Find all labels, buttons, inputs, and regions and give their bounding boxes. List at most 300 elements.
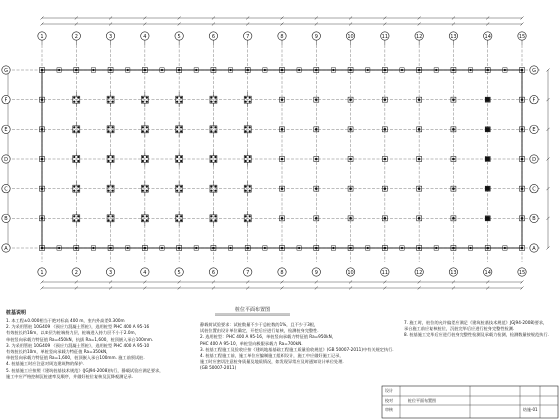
pile (281, 158, 284, 161)
pile (384, 247, 387, 250)
pile (281, 247, 284, 250)
pile (146, 219, 148, 221)
pile (281, 187, 284, 190)
note-line: 4. 桩基施工时应注意对周边建筑物的保护. (6, 361, 84, 367)
pile (281, 69, 284, 72)
axis-bubble-label: 15 (518, 269, 526, 276)
note-line: 施工中应严格控制沉桩速率及顺序，并做好桩位复核及沉降观测记录. (6, 373, 133, 379)
note-line: 8. 桩基施工完毕后应进行桩身完整性检测及承载力检测，检测数量按规范执行. (404, 332, 549, 338)
pile (245, 130, 247, 132)
pile (73, 219, 75, 221)
pile (144, 69, 147, 72)
pile (176, 215, 178, 217)
axis-bubble-label: 4 (143, 269, 147, 276)
axis-bubble-label: 12 (415, 33, 423, 40)
pile (146, 186, 148, 188)
pile (41, 217, 44, 220)
axis-bubble-label: 4 (143, 33, 147, 40)
pile (180, 97, 182, 99)
pile (180, 219, 182, 221)
axis-bubble-label: 5 (177, 269, 181, 276)
notes-heading: 桩基说明 (6, 310, 27, 316)
pile (521, 187, 524, 190)
pile (210, 130, 212, 132)
pile (249, 186, 251, 188)
note-line: (GB 50007-2011) (200, 365, 237, 371)
pile (111, 219, 113, 221)
axis-bubble-label: 3 (108, 269, 113, 276)
pile (176, 126, 178, 128)
pile (298, 247, 300, 249)
pile (349, 128, 352, 131)
pile (176, 156, 178, 158)
pile (469, 69, 471, 71)
title-block-drawing-name: 桩位平面布置图 (408, 398, 436, 403)
pile (384, 217, 387, 220)
pile (214, 186, 216, 188)
pile (418, 128, 421, 131)
pile (127, 69, 129, 71)
pile (176, 219, 178, 221)
drawing-title: 桩位平面布置图 (235, 307, 271, 313)
pile (521, 158, 524, 161)
pile (176, 186, 178, 188)
axis-bubble-label: F (4, 97, 8, 104)
pile (77, 126, 79, 128)
pile (142, 160, 144, 162)
note-line: 3. 桩基工程施工及验收应按《建筑地基基础工程施工质量验收规范》(GB 50007-2011)中有关规定执行. (200, 346, 394, 352)
pile (349, 217, 352, 220)
note-line: 试桩位置由设计单位确定，开挖后应进行复核，检测桩身完整性. (200, 328, 319, 334)
pile (384, 128, 387, 131)
pile (195, 247, 197, 249)
pile (214, 101, 216, 103)
pile (401, 69, 403, 71)
pile (111, 190, 113, 192)
pile (315, 69, 318, 72)
axis-bubble-label: 1 (40, 33, 44, 40)
pile (178, 247, 181, 250)
pile (180, 156, 182, 158)
axis-bubble-label: 2 (74, 269, 78, 276)
axis-bubble-label: 13 (450, 269, 457, 276)
pile (245, 186, 247, 188)
pile (146, 130, 148, 132)
pile (146, 126, 148, 128)
pile (246, 247, 249, 250)
pile (452, 187, 455, 190)
pile (142, 101, 144, 103)
pile (452, 69, 455, 72)
pile (521, 128, 524, 131)
axis-bubble-label: 14 (484, 269, 491, 276)
axis-bubble-label: 11 (381, 269, 389, 276)
axis-bubble-label: 10 (347, 269, 354, 276)
pile (107, 160, 109, 162)
pile (107, 101, 109, 103)
pile (521, 217, 524, 220)
pile-cap-filled (486, 157, 490, 161)
pile (107, 97, 109, 99)
pile (315, 158, 318, 161)
pile (315, 98, 318, 101)
pile (315, 128, 318, 131)
notes-right (404, 320, 554, 339)
note-line: 2. 为采用管桩 10G409 《预应力混凝土管桩》，选用桩型 PHC 400 A 95-16 (6, 324, 150, 330)
pile (384, 158, 387, 161)
pile (210, 126, 212, 128)
pile (249, 101, 251, 103)
title-block-sheet-no: 结施-01 (523, 407, 538, 412)
note-line: 3. 为采用管桩 10G409 《预应力混凝土管桩》，选用桩型 PHC 400 A 95-10 (6, 342, 150, 348)
note-line: 5. 桩基施工应按照《建筑桩基技术规范》(JGJ94-2008)执行，静载试验应满足要求， (6, 367, 164, 373)
pile (180, 190, 182, 192)
title-block-label-check: 校对 (385, 398, 393, 403)
note-line: 单桩竖向承载力特征值 Ra=1,600，桩顶嵌入承台100mm. 施工前须试桩. (6, 355, 145, 361)
pile (180, 126, 182, 128)
axis-bubble-label: 12 (415, 269, 423, 276)
pile (127, 247, 129, 249)
pile (245, 126, 247, 128)
pile (111, 101, 113, 103)
pile (349, 247, 352, 250)
pile (176, 97, 178, 99)
pile (195, 69, 197, 71)
pile (77, 156, 79, 158)
pile (142, 219, 144, 221)
axis-bubbles (2, 32, 538, 276)
pile (77, 97, 79, 99)
pile (246, 69, 249, 72)
pile (486, 247, 489, 250)
axis-bubble-label: E (4, 127, 8, 134)
pile (249, 215, 251, 217)
pile (144, 247, 147, 250)
pile (210, 97, 212, 99)
axis-bubble-label: B (532, 216, 536, 223)
pile (210, 160, 212, 162)
pile (146, 190, 148, 192)
pile (367, 69, 369, 71)
title-block-label-design: 设计 (385, 388, 393, 393)
pile (146, 101, 148, 103)
axis-bubble-label: G (532, 67, 536, 74)
pile (315, 187, 318, 190)
pile (180, 130, 182, 132)
pile (229, 247, 231, 249)
pile (435, 247, 437, 249)
pile (384, 98, 387, 101)
pile (75, 69, 78, 72)
pile (146, 97, 148, 99)
axis-bubble-label: A (4, 245, 8, 252)
pile (210, 215, 212, 217)
pile (249, 126, 251, 128)
pile (349, 158, 352, 161)
pile (178, 69, 181, 72)
pile (264, 247, 266, 249)
pile (245, 156, 247, 158)
pile (212, 247, 215, 250)
axis-bubble-label: 15 (518, 33, 526, 40)
pile (176, 101, 178, 103)
pile (41, 69, 44, 72)
axis-bubble-label: 2 (74, 33, 78, 40)
pile-cap-filled (486, 186, 490, 190)
pile (245, 215, 247, 217)
pile (245, 190, 247, 192)
pile (77, 101, 79, 103)
pile-cap-filled (486, 97, 490, 101)
note-line: 1. 本工程±0.000相当于绝对标高 400 m，室内外高差0.300m (6, 318, 125, 323)
pile (142, 190, 144, 192)
axis-bubble-label: 11 (381, 33, 389, 40)
pile (418, 247, 421, 250)
pile (111, 186, 113, 188)
pile (210, 156, 212, 158)
pile (452, 247, 455, 250)
pile (214, 156, 216, 158)
dimension-lines (4, 17, 550, 290)
axis-grid-lines (12, 45, 540, 262)
pile-cap-filled (486, 127, 490, 131)
note-line: PHC 400 A 95-10，单桩竖向极限承载力 Ra=700kN. (200, 340, 303, 346)
pile (452, 158, 455, 161)
axis-bubble-label: 14 (484, 33, 491, 40)
pile (214, 215, 216, 217)
pile (73, 160, 75, 162)
axis-bubble-label: A (532, 245, 536, 252)
pile (111, 156, 113, 158)
note-line: 7. 施工时，桩位的允许偏差应满足《建筑桩基技术规范》JGJ94-2008)要求， (404, 320, 548, 325)
pile (75, 247, 78, 250)
pile (180, 160, 182, 162)
pile (73, 126, 75, 128)
pile (73, 97, 75, 99)
pile (332, 247, 334, 249)
pile (107, 130, 109, 132)
axis-bubble-label: 1 (40, 269, 44, 276)
pile (77, 190, 79, 192)
pile (73, 215, 75, 217)
pile (384, 187, 387, 190)
note-line: 有效桩长约10m，单桩竖向承载力特征值 Ra=350kN， (6, 349, 111, 355)
pile (332, 69, 334, 71)
pile (469, 247, 471, 249)
pile (77, 186, 79, 188)
pile (210, 101, 212, 103)
pile (210, 190, 212, 192)
pile (521, 247, 524, 250)
pile (107, 156, 109, 158)
pile (58, 69, 60, 71)
axis-bubble-label: B (4, 216, 8, 223)
pile (435, 69, 437, 71)
axis-bubble-label: C (532, 186, 536, 193)
pile (92, 247, 94, 249)
pile (245, 160, 247, 162)
pile (210, 186, 212, 188)
pile (349, 69, 352, 72)
pile (176, 130, 178, 132)
pile (264, 69, 266, 71)
pile (210, 219, 212, 221)
pile (214, 130, 216, 132)
pile (111, 126, 113, 128)
pile (214, 97, 216, 99)
axis-bubble-label: D (532, 156, 536, 163)
pile (504, 69, 506, 71)
pile (161, 247, 163, 249)
pile (249, 219, 251, 221)
pile (249, 97, 251, 99)
axis-bubble-label: 9 (314, 269, 318, 276)
pile (214, 219, 216, 221)
axis-bubble-label: 10 (347, 33, 354, 40)
pile (142, 126, 144, 128)
pile (77, 130, 79, 132)
pile (142, 97, 144, 99)
notes-left (6, 318, 196, 380)
axis-bubble-label: 8 (280, 269, 284, 276)
note-line: 施工时应密切注意桩身质量及地质情况，如发现异常应及时通知设计单位处理. (200, 359, 344, 365)
pile (77, 160, 79, 162)
pile (281, 128, 284, 131)
axis-bubble-label: 6 (211, 33, 216, 40)
pile (73, 156, 75, 158)
note-line: 2. 选用桩型：PHC 400 A 95-16，单桩竖向承载力特征值 Ra=950kN， (200, 334, 336, 340)
pile (452, 98, 455, 101)
note-line: 静载荷试验要求：试桩数量不少于总桩数的1%，且不少于3根， (200, 322, 319, 327)
pile (146, 156, 148, 158)
pile (109, 69, 112, 72)
pile (58, 247, 60, 249)
pile (107, 215, 109, 217)
pile (77, 215, 79, 217)
pile (146, 215, 148, 217)
pile (452, 128, 455, 131)
pile (161, 69, 163, 71)
pile (315, 247, 318, 250)
pile (92, 69, 94, 71)
pile (111, 160, 113, 162)
pile (384, 69, 387, 72)
pile (249, 160, 251, 162)
pile (486, 69, 489, 72)
axis-bubble-label: F (532, 97, 536, 104)
pile (281, 217, 284, 220)
pile (77, 219, 79, 221)
axis-bubble-label: E (532, 127, 536, 134)
pile (452, 217, 455, 220)
pile (109, 247, 112, 250)
pile (418, 217, 421, 220)
pile (245, 219, 247, 221)
axis-bubble-label: C (4, 186, 8, 193)
axis-bubble-label: 9 (314, 33, 318, 40)
pile (229, 69, 231, 71)
pile (41, 128, 44, 131)
pile (249, 190, 251, 192)
pile (418, 98, 421, 101)
pile (142, 215, 144, 217)
axis-bubble-label: 3 (108, 33, 113, 40)
pile (349, 98, 352, 101)
pile (111, 97, 113, 99)
pile (107, 126, 109, 128)
pile (111, 215, 113, 217)
pile (176, 160, 178, 162)
pile (418, 187, 421, 190)
pile (41, 247, 44, 250)
pile (214, 126, 216, 128)
pile (73, 101, 75, 103)
pile (111, 130, 113, 132)
axis-bubble-label: 6 (211, 269, 216, 276)
pile (245, 101, 247, 103)
pile (249, 156, 251, 158)
pile (367, 247, 369, 249)
pile (73, 186, 75, 188)
pile (107, 190, 109, 192)
pile (41, 187, 44, 190)
pile (41, 158, 44, 161)
pile (73, 130, 75, 132)
axis-bubble-label: 7 (246, 33, 250, 40)
axis-bubble-label: 5 (177, 33, 181, 40)
pile (180, 186, 182, 188)
pile (401, 247, 403, 249)
note-line: 4. 桩基工程施工前，施工单位应编制施工组织设计，施工中应做好施工记录， (200, 353, 344, 359)
pile (41, 98, 44, 101)
note-line: 承台施工前应复核桩位，沉桩完毕后应进行桩身完整性检测. (404, 326, 515, 332)
pile-cap-filled (486, 216, 490, 220)
pile (142, 156, 144, 158)
pile (214, 190, 216, 192)
pile (298, 69, 300, 71)
note-line: 有效桩长约16m，以⑤层为桩端持力层，桩端进入持力层不小于2.0m， (6, 330, 139, 336)
axis-bubble-label: D (4, 156, 8, 163)
pile (212, 69, 215, 72)
note-line: 单桩竖向承载力特征值 Ra=450kN，抗拔 Ra=1,600，桩顶嵌入承台100mm. (6, 336, 154, 342)
pile (176, 190, 178, 192)
axis-bubble-label: 13 (450, 33, 457, 40)
pile (349, 187, 352, 190)
pile (315, 217, 318, 220)
pile (418, 158, 421, 161)
pile (142, 186, 144, 188)
title-block-label-review: 审核 (385, 407, 393, 412)
pile (146, 160, 148, 162)
notes-middle (200, 322, 400, 372)
pile (107, 219, 109, 221)
pile (214, 160, 216, 162)
pile (73, 190, 75, 192)
pile (281, 98, 284, 101)
axis-bubble-label: 7 (246, 269, 250, 276)
pile (521, 69, 524, 72)
pile (245, 97, 247, 99)
pile (107, 186, 109, 188)
pile (418, 69, 421, 72)
pile (521, 98, 524, 101)
pile (180, 101, 182, 103)
axis-bubble-label: 8 (280, 33, 284, 40)
pile (180, 215, 182, 217)
axis-bubble-label: G (4, 67, 8, 74)
pile (142, 130, 144, 132)
pile (249, 130, 251, 132)
